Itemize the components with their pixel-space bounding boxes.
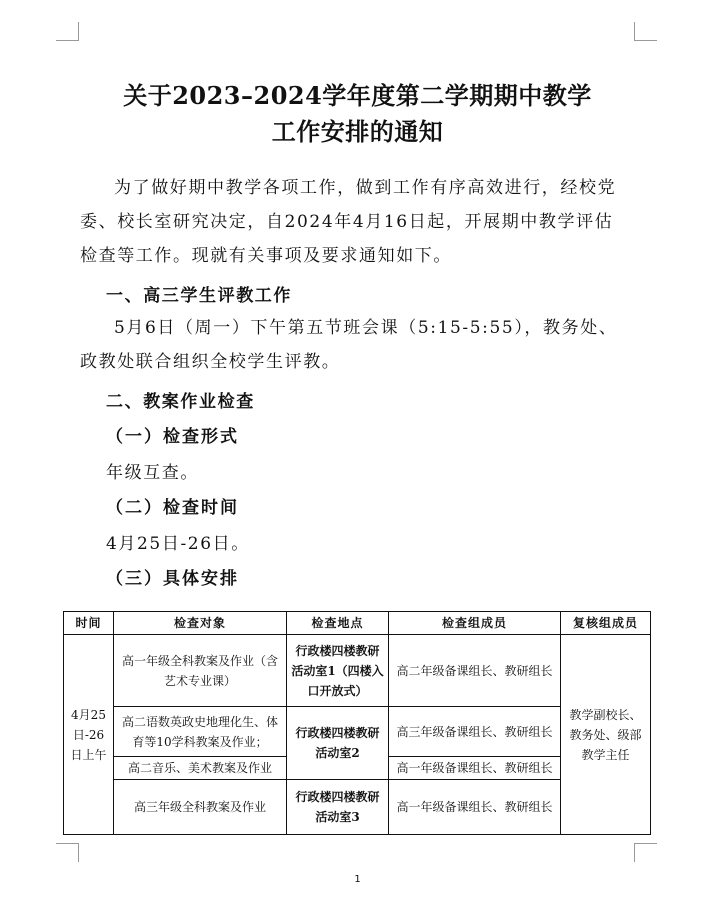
members-cell: 高二年级备课组长、教研组长 xyxy=(389,635,561,707)
intro-line: 委、校长室研究决定，自2024年4月16日起，开展期中教学评估 xyxy=(80,212,614,232)
page-number: 1 xyxy=(354,874,361,885)
schedule-table xyxy=(63,611,651,835)
subsection1-body: 年级互查。 xyxy=(106,463,199,483)
table-row xyxy=(64,635,651,707)
header-object: 检查对象 xyxy=(114,612,287,635)
crop-mark-top-right xyxy=(634,22,657,41)
location-cell: 行政楼四楼教研活动室3 xyxy=(287,780,389,835)
table-header-row xyxy=(64,612,651,635)
subsection1-heading: （一）检查形式 xyxy=(106,427,239,447)
review-cell: 教学副校长、教务处、级部教学主任 xyxy=(561,635,651,835)
crop-mark-bottom-left xyxy=(56,843,79,862)
intro-line: 检查等工作。现就有关事项及要求通知如下。 xyxy=(80,246,452,266)
subsection2-body: 4月25日-26日。 xyxy=(106,534,250,554)
location-cell: 行政楼四楼教研活动室1（四楼入口开放式） xyxy=(287,635,389,707)
members-cell: 高一年级备课组长、教研组长 xyxy=(389,780,561,835)
subsection3-heading: （三）具体安排 xyxy=(106,569,239,589)
section1-line: 政教处联合组织全校学生评教。 xyxy=(80,352,341,372)
object-cell: 高二语数英政史地理化生、体育等10学科教案及作业； xyxy=(114,707,287,757)
location-cell: 行政楼四楼教研活动室2 xyxy=(287,707,389,780)
section2-heading: 二、教案作业检查 xyxy=(106,392,255,412)
section1-paragraph xyxy=(80,311,640,379)
members-cell: 高一年级备课组长、教研组长 xyxy=(389,757,561,780)
crop-mark-top-left xyxy=(56,22,79,41)
header-location: 检查地点 xyxy=(287,612,389,635)
section1-line: 5月6日（周一）下午第五节班会课（5:15-5:55），教务处、 xyxy=(114,318,618,338)
time-cell: 4月25日-26日上午 xyxy=(64,635,114,835)
intro-line: 为了做好期中教学各项工作，做到工作有序高效进行，经校党 xyxy=(114,178,617,198)
document-title-line1: 关于2023–2024学年度第二学期期中教学 xyxy=(123,81,592,110)
header-review: 复核组成员 xyxy=(561,612,651,635)
object-cell: 高三年级全科教案及作业 xyxy=(114,780,287,835)
object-cell: 高二音乐、美术教案及作业 xyxy=(114,757,287,780)
object-cell: 高一年级全科教案及作业（含艺术专业课） xyxy=(114,635,287,707)
header-time: 时间 xyxy=(64,612,114,635)
section1-heading: 一、高三学生评教工作 xyxy=(106,286,292,306)
subsection2-heading: （二）检查时间 xyxy=(106,498,239,518)
document-title-line2: 工作安排的通知 xyxy=(271,117,444,146)
members-cell: 高三年级备课组长、教研组长 xyxy=(389,707,561,757)
crop-mark-bottom-right xyxy=(634,843,657,862)
intro-paragraph xyxy=(80,171,640,273)
header-members: 检查组成员 xyxy=(389,612,561,635)
